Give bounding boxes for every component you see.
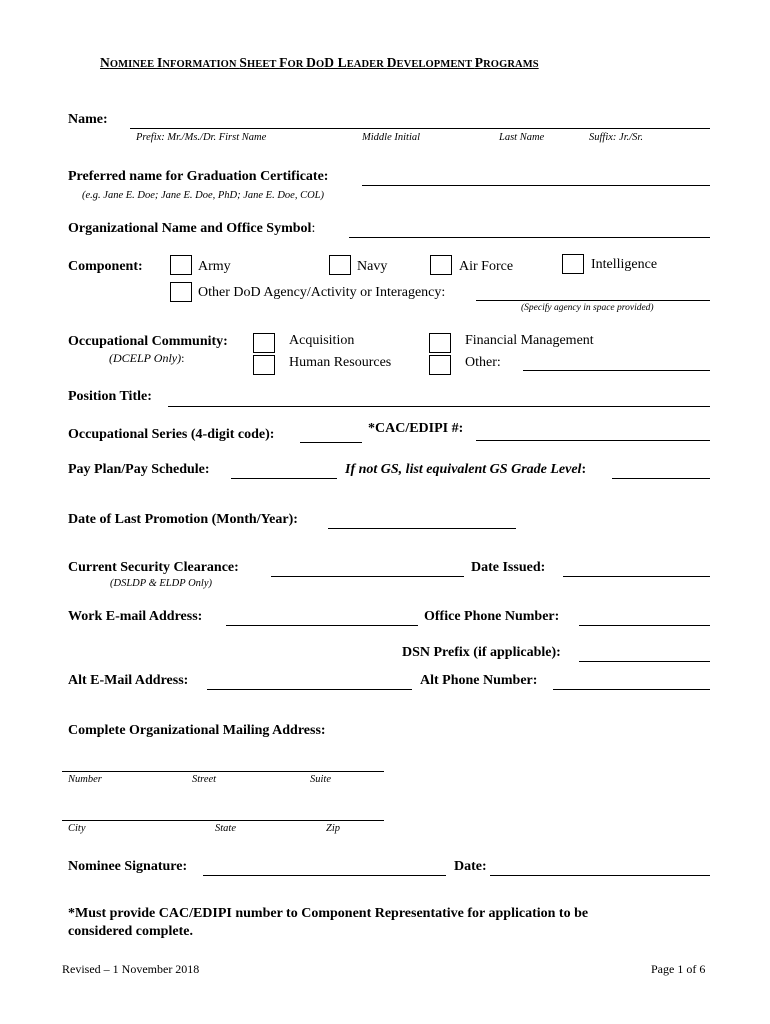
occupational-community-label: Occupational Community: xyxy=(68,334,228,349)
other-occupation-checkbox[interactable] xyxy=(429,355,451,375)
gs-grade-field[interactable] xyxy=(612,478,710,479)
acquisition-checkbox[interactable] xyxy=(253,333,275,353)
preferred-name-label: Preferred name for Graduation Certificate: xyxy=(68,169,329,184)
intelligence-label: Intelligence xyxy=(591,257,658,272)
address-city-caption: City xyxy=(68,823,86,834)
office-phone-label: Office Phone Number: xyxy=(424,609,560,624)
security-clearance-field[interactable] xyxy=(271,576,464,577)
title-part: PROGRAMS xyxy=(474,55,539,70)
cac-requirement-note xyxy=(68,905,588,941)
address-zip-caption: Zip xyxy=(326,823,341,834)
other-agency-field[interactable] xyxy=(476,300,710,301)
cac-note-line-2: considered complete. xyxy=(68,924,193,939)
dsn-prefix-label: DSN Prefix (if applicable): xyxy=(402,645,561,660)
signature-date-field[interactable] xyxy=(490,875,710,876)
navy-label: Navy xyxy=(357,259,388,274)
org-name-label: Organizational Name and Office Symbol: xyxy=(68,221,316,236)
title-part: INFORMATION xyxy=(156,55,240,70)
address-state-caption: State xyxy=(215,823,236,834)
financial-management-checkbox[interactable] xyxy=(429,333,451,353)
date-issued-label: Date Issued: xyxy=(471,560,546,575)
security-clearance-label: Current Security Clearance: xyxy=(68,560,239,575)
pay-plan-field[interactable] xyxy=(231,478,337,479)
financial-management-label: Financial Management xyxy=(465,333,594,348)
other-occupation-field[interactable] xyxy=(523,370,710,371)
document-title xyxy=(100,55,539,71)
revision-date: Revised – 1 November 2018 xyxy=(62,962,200,976)
nominee-signature-field[interactable] xyxy=(203,875,446,876)
intelligence-checkbox[interactable] xyxy=(562,254,584,274)
name-field[interactable] xyxy=(130,128,710,129)
human-resources-label: Human Resources xyxy=(289,355,392,370)
air-force-checkbox[interactable] xyxy=(430,255,452,275)
address-street-caption: Street xyxy=(192,774,217,785)
title-part: DO xyxy=(306,55,325,70)
name-suffix-caption: Suffix: Jr./Sr. xyxy=(589,132,643,143)
office-phone-field[interactable] xyxy=(579,625,710,626)
alt-phone-label: Alt Phone Number: xyxy=(420,673,538,688)
alt-email-field[interactable] xyxy=(207,689,412,690)
title-part: DEVELOPMENT xyxy=(386,55,475,70)
address-line-1-field[interactable] xyxy=(62,771,384,772)
address-number-caption: Number xyxy=(68,774,102,785)
cac-edipi-label: *CAC/EDIPI #: xyxy=(368,421,464,436)
occupational-series-field[interactable] xyxy=(300,442,362,443)
name-prefix-caption: Prefix: Mr./Ms./Dr. First Name xyxy=(136,132,267,143)
dsn-prefix-field[interactable] xyxy=(579,661,710,662)
human-resources-checkbox[interactable] xyxy=(253,355,275,375)
occupational-series-label: Occupational Series (4-digit code): xyxy=(68,427,275,442)
last-promotion-field[interactable] xyxy=(328,528,516,529)
cac-note-line-1: *Must provide CAC/EDIPI number to Component Representative for application to be xyxy=(68,906,589,921)
alt-phone-field[interactable] xyxy=(553,689,710,690)
other-agency-label: Other DoD Agency/Activity or Interagency: xyxy=(198,285,446,300)
name-last-caption: Last Name xyxy=(499,132,545,143)
preferred-name-field[interactable] xyxy=(362,185,710,186)
last-promotion-label: Date of Last Promotion (Month/Year): xyxy=(68,512,298,527)
work-email-label: Work E-mail Address: xyxy=(68,609,203,624)
gs-grade-label: If not GS, list equivalent GS Grade Level: xyxy=(345,462,587,477)
other-occupation-label: Other: xyxy=(465,355,501,370)
other-agency-hint: (Specify agency in space provided) xyxy=(521,303,654,313)
title-part: D LEADER xyxy=(324,55,387,70)
title-part: NOMINEE xyxy=(100,55,157,70)
name-middle-caption: Middle Initial xyxy=(362,132,421,143)
page-number: Page 1 of 6 xyxy=(651,962,706,976)
position-title-label: Position Title: xyxy=(68,389,152,404)
date-issued-field[interactable] xyxy=(563,576,710,577)
work-email-field[interactable] xyxy=(226,625,418,626)
pay-plan-label: Pay Plan/Pay Schedule: xyxy=(68,462,210,477)
nominee-signature-label: Nominee Signature: xyxy=(68,859,188,874)
army-checkbox[interactable] xyxy=(170,255,192,275)
title-part: SHEET xyxy=(239,55,280,70)
occupational-community-note: (DCELP Only): xyxy=(109,351,185,365)
navy-checkbox[interactable] xyxy=(329,255,351,275)
component-label: Component: xyxy=(68,259,143,274)
address-suite-caption: Suite xyxy=(310,774,331,785)
cac-edipi-field[interactable] xyxy=(476,440,710,441)
other-agency-checkbox[interactable] xyxy=(170,282,192,302)
air-force-label: Air Force xyxy=(459,259,514,274)
signature-date-label: Date: xyxy=(454,859,487,874)
preferred-name-example: (e.g. Jane E. Doe; Jane E. Doe, PhD; Jane E. Doe, COL) xyxy=(82,190,325,201)
mailing-address-label: Complete Organizational Mailing Address: xyxy=(68,723,326,738)
position-title-field[interactable] xyxy=(168,406,710,407)
org-name-field[interactable] xyxy=(349,237,710,238)
acquisition-label: Acquisition xyxy=(289,333,355,348)
army-label: Army xyxy=(198,259,231,274)
alt-email-label: Alt E-Mail Address: xyxy=(68,673,189,688)
address-line-2-field[interactable] xyxy=(62,820,384,821)
title-part: FOR xyxy=(279,55,307,70)
security-clearance-note: (DSLDP & ELDP Only) xyxy=(110,578,212,589)
name-label: Name: xyxy=(68,112,108,127)
